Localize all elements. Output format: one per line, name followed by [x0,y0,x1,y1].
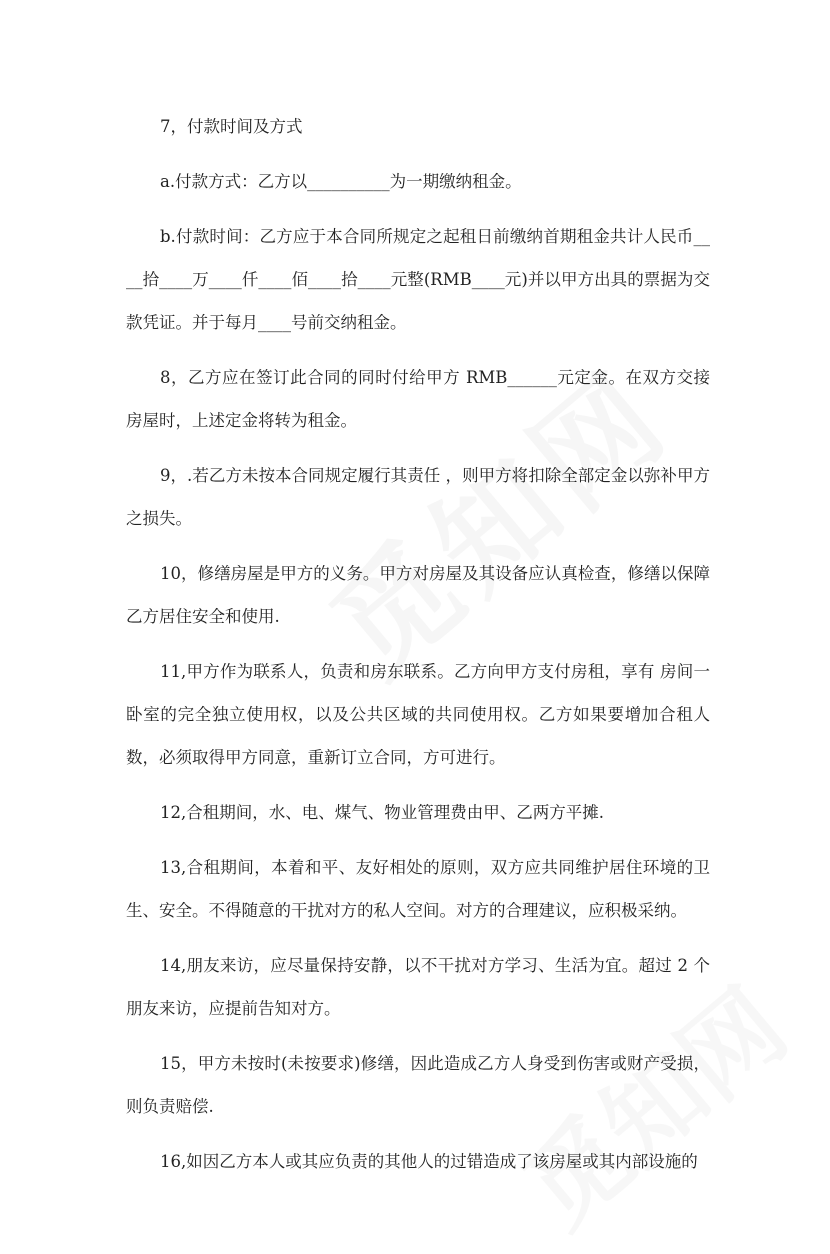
paragraph-10-repair: 10，修缮房屋是甲方的义务。甲方对房屋及其设备应认真检查，修缮以保障乙方居住安全和使用. [126,564,710,626]
paragraph-15-compensation: 15，甲方未按时(未按要求)修缮，因此造成乙方人身受到伤害或财产受损，则负责赔偿. [126,1054,710,1116]
paragraph-8-deposit: 8，乙方应在签订此合同的同时付给甲方 RMB______元定金。在双方交接房屋时，上述定金将转为租金。 [126,368,710,430]
paragraph-9-breach: 9，.若乙方未按本合同规定履行其责任 ，则甲方将扣除全部定金以弥补甲方之损失。 [126,466,710,528]
paragraph-12-fees: 12,合租期间，水、电、煤气、物业管理费由甲、乙两方平摊. [160,803,604,822]
paragraph-payment-method: a.付款方式：乙方以__________为一期缴纳租金。 [160,172,522,191]
paragraph-7-heading: 7，付款时间及方式 [160,117,303,136]
document-body [126,105,710,1195]
paragraph-16-damage: 16,如因乙方本人或其应负责的其他人的过错造成了该房屋或其内部设施的 [160,1152,698,1171]
paragraph-11-contact: 11,甲方作为联系人，负责和房东联系。乙方向甲方支付房租，享有 房间一卧室的完全独立使用权，以及公共区域的共同使用权。乙方如果要增加合租人数，必须取得甲方同意，重新订立合同，方可进行。 [126,662,710,767]
paragraph-14-visitors: 14,朋友来访，应尽量保持安静，以不干扰对方学习、生活为宜。超过 2 个朋友来访，应提前告知对方。 [126,956,710,1018]
paragraph-payment-time: b.付款时间：乙方应于本合同所规定之起租日前缴纳首期租金共计人民币____拾____万____仟____佰____拾____元整(RMB____元)并以甲方出具的票据为交款凭证。并于每月____号前交纳租金。 [126,227,710,332]
paragraph-13-principles: 13,合租期间，本着和平、友好相处的原则，双方应共同维护居住环境的卫生、安全。不得随意的干扰对方的私人空间。对方的合理建议，应积极采纳。 [126,858,710,920]
